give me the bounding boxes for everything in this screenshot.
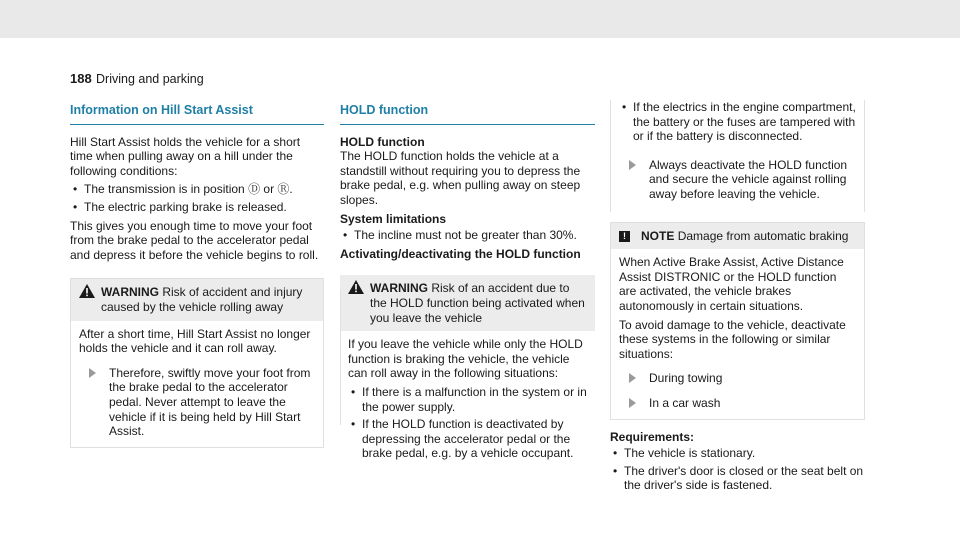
warning-body: After a short time, Hill Start Assist no longer holds the vehicle and it can roll away.	[79, 326, 311, 356]
list-item: • If the electrics in the engine compartment, the battery or the fuses are tampered with or if the battery is disconnected.	[622, 100, 856, 144]
list-item: • The vehicle is stationary.	[613, 446, 756, 461]
box-divider	[340, 290, 341, 425]
conditions-list	[70, 182, 324, 214]
requirements-heading: Requirements:	[610, 429, 695, 444]
arrow-right-icon	[629, 373, 636, 383]
note-body: When Active Brake Assist, Active Distance Assist DISTRONIC or the HOLD function are activated, the vehicle brakes autonomously in certain situations.	[619, 255, 844, 313]
warning-title: Risk of an accident due to the HOLD function being activated when you leave the vehicle	[370, 281, 585, 325]
arrow-right-icon	[629, 398, 636, 408]
section-heading: HOLD function	[340, 103, 595, 125]
instruction-step: Therefore, swiftly move your foot from the brake pedal to the accelerator pedal. Never attempt to leave the vehicle if it is being held by Hill Start Assist.	[79, 366, 315, 439]
column-hold-function	[340, 103, 595, 473]
section-heading: Information on Hill Start Assist	[70, 103, 324, 125]
page-number: 188	[70, 71, 92, 86]
paragraph: The HOLD function holds the vehicle at a standstill without requiring you to depress the brake pedal, e.g. when pulling away on steep slopes.	[340, 149, 581, 207]
list-item: • The incline must not be greater than 30%.	[343, 228, 577, 243]
list-item: • The electric parking brake is released.	[73, 199, 287, 214]
list-item: • The driver's door is closed or the seat belt on the driver's side is fastened.	[613, 463, 864, 493]
note-label: NOTE	[641, 228, 675, 243]
instruction-step: Always deactivate the HOLD function and secure the vehicle against rolling away before leaving the vehicle.	[619, 158, 856, 202]
subheading: Activating/deactivating the HOLD function	[340, 246, 581, 261]
warning-label: WARNING	[370, 281, 428, 296]
note-icon: !	[619, 228, 630, 243]
paragraph: This gives you enough time to move your foot from the brake pedal to the accelerator pedal and depress it before the vehicle begins to roll.	[70, 218, 319, 262]
warning-box	[340, 275, 595, 473]
situations-list-cont	[619, 100, 856, 144]
warning-triangle-icon	[79, 284, 95, 302]
instruction-step: In a car wash	[619, 396, 856, 411]
warning-label: WARNING	[101, 285, 159, 300]
column-hill-start-assist	[70, 103, 324, 448]
list-item: • If the HOLD function is deactivated by depressing the accelerator pedal or the brake pedal, e.g. by a vehicle occupant.	[351, 417, 574, 461]
list-item: • The transmission is in position Ⓓ or Ⓡ.	[73, 182, 293, 197]
note-body: To avoid damage to the vehicle, deactivate these systems in the following or similar situations:	[619, 317, 846, 361]
warning-box	[70, 278, 324, 447]
warning-continuation	[610, 100, 865, 212]
note-box	[610, 222, 865, 420]
note-title: Damage from automatic braking	[677, 228, 849, 243]
subheading: HOLD function	[340, 134, 425, 149]
instruction-step: During towing	[619, 371, 856, 386]
top-band	[0, 0, 960, 38]
column-hold-continued	[610, 100, 865, 497]
warning-body: If you leave the vehicle while only the HOLD function is braking the vehicle, the vehicle can roll away in the following situations:	[348, 337, 583, 381]
situations-list	[348, 385, 587, 461]
arrow-right-icon	[89, 368, 96, 378]
warning-title: Risk of accident and injury caused by the vehicle rolling away	[101, 285, 303, 314]
arrow-right-icon	[629, 160, 636, 170]
running-title: Driving and parking	[96, 72, 204, 86]
requirements-list	[610, 446, 865, 493]
list-item: • If there is a malfunction in the system or in the power supply.	[351, 384, 587, 414]
warning-triangle-icon	[348, 280, 364, 298]
subheading: System limitations	[340, 211, 447, 226]
paragraph: Hill Start Assist holds the vehicle for a short time when pulling away on a hill under the following conditions:	[70, 134, 301, 178]
limits-list	[340, 228, 595, 243]
